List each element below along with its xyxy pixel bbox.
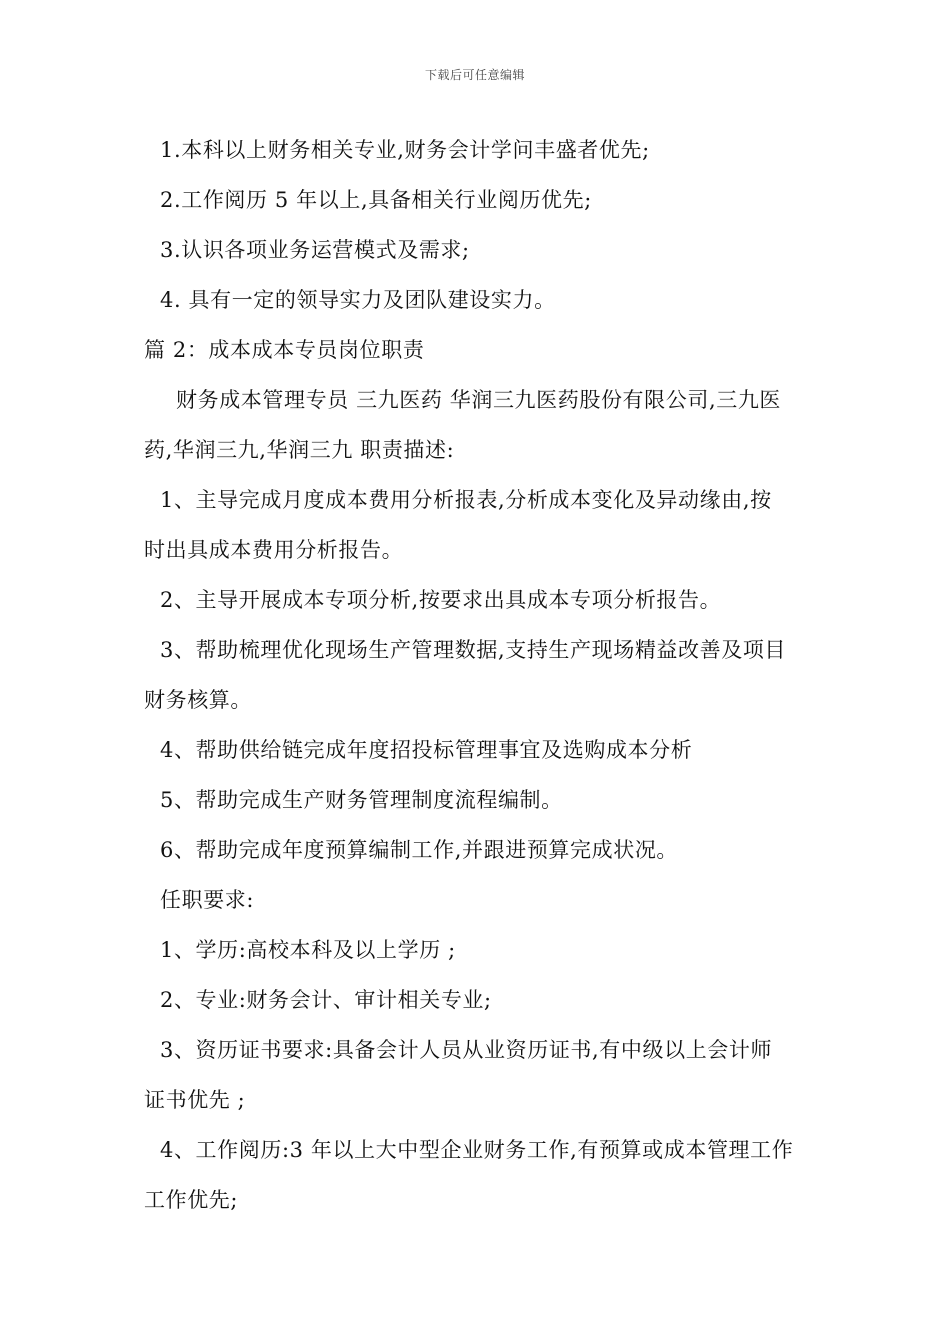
duty-4: 4、帮助供给链完成年度招投标管理事宜及选购成本分析 xyxy=(160,738,693,762)
requirement-line-3: 3.认识各项业务运营模式及需求; xyxy=(160,238,470,262)
requirement-line-2: 2.工作阅历 5 年以上,具备相关行业阅历优先; xyxy=(160,188,592,212)
qualification-3-line-2: 证书优先 ; xyxy=(144,1088,246,1112)
qualification-3-line-1: 3、资历证书要求:具备会计人员从业资历证书,有中级以上会计师 xyxy=(160,1038,773,1062)
duty-5: 5、帮助完成生产财务管理制度流程编制。 xyxy=(160,788,563,812)
section-title: 篇 2：成本成本专员岗位职责 xyxy=(144,338,425,362)
qualification-4-line-2: 工作优先; xyxy=(144,1188,239,1212)
qualification-2: 2、专业:财务会计、审计相关专业; xyxy=(160,988,492,1012)
duty-6: 6、帮助完成年度预算编制工作,并跟进预算完成状况。 xyxy=(160,838,679,862)
qualification-4-line-1: 4、工作阅历:3 年以上大中型企业财务工作,有预算或成本管理工作 xyxy=(160,1138,794,1162)
qualification-1: 1、学历:高校本科及以上学历 ; xyxy=(160,938,456,962)
duty-3-line-2: 财务核算。 xyxy=(144,688,252,712)
duty-2: 2、主导开展成本专项分析,按要求出具成本专项分析报告。 xyxy=(160,588,722,612)
requirement-line-4: 4. 具有一定的领导实力及团队建设实力。 xyxy=(160,288,556,312)
intro-line-1: 财务成本管理专员 三九医药 华润三九医药股份有限公司,三九医 xyxy=(176,388,782,412)
duty-1-line-1: 1、主导完成月度成本费用分析报表,分析成本变化及异动缘由,按 xyxy=(160,488,772,512)
requirement-line-1: 1.本科以上财务相关专业,财务会计学问丰盛者优先; xyxy=(160,138,650,162)
duty-3-line-1: 3、帮助梳理优化现场生产管理数据,支持生产现场精益改善及项目 xyxy=(160,638,787,662)
intro-line-2: 药,华润三九,华润三九 职责描述: xyxy=(144,438,455,462)
requirements-heading: 任职要求: xyxy=(160,888,255,912)
duty-1-line-2: 时出具成本费用分析报告。 xyxy=(144,538,404,562)
page-header: 下载后可任意编辑 xyxy=(424,68,525,82)
